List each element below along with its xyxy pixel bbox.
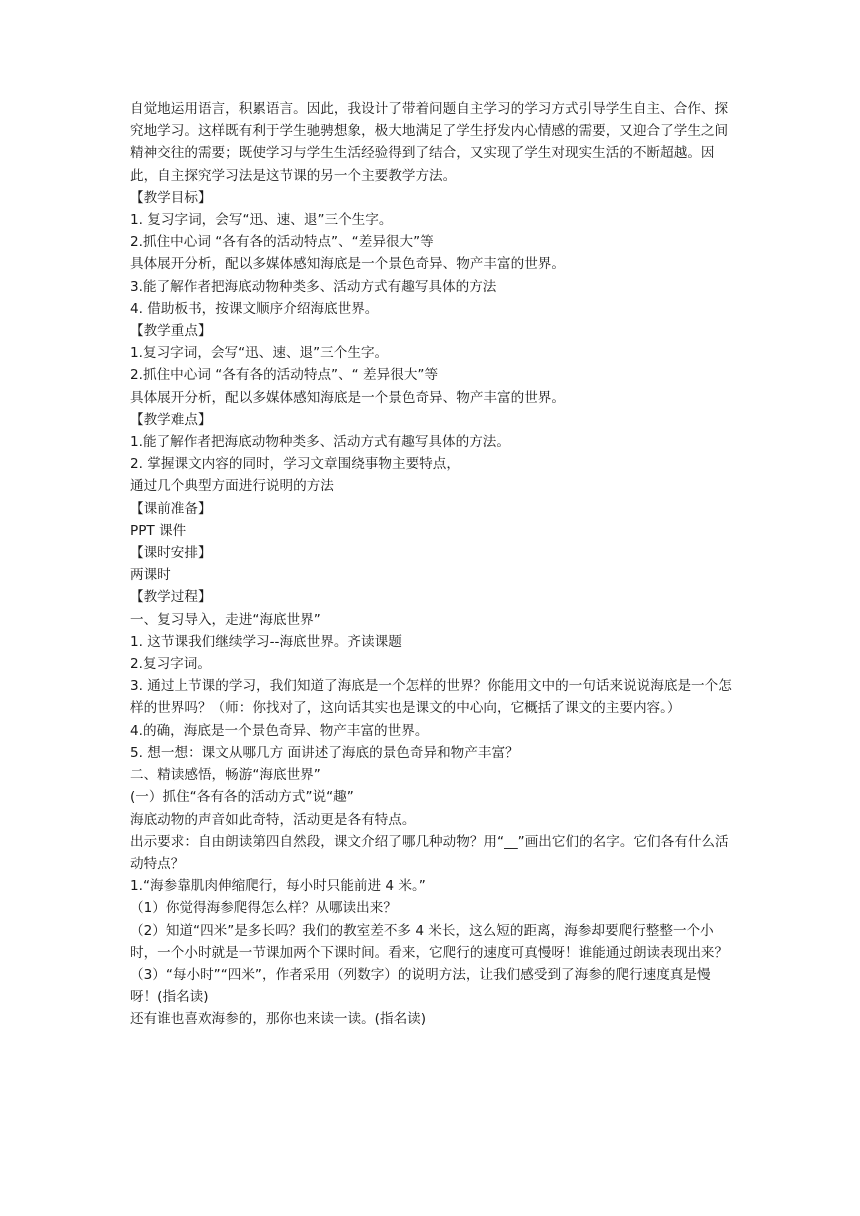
process-step-1: 1. 这节课我们继续学习--海底世界。齐读课题 (130, 633, 402, 650)
closing-line: 还有谁也喜欢海参的，那你也来读一读。(指名读) (130, 1011, 427, 1028)
objective-item-1: 1. 复习字词，会写“迅、速、退”三个生字。 (130, 212, 393, 229)
difficulty-2-cont: 通过几个典型方面进行说明的方法 (130, 478, 334, 495)
section-heading-schedule: 【课时安排】 (130, 545, 212, 562)
section-heading-objectives: 【教学目标】 (130, 189, 212, 206)
subsection-heading-1: (一）抓住“各有各的活动方式”说“趣” (130, 789, 354, 806)
section-heading-key-points: 【教学重点】 (130, 323, 212, 340)
key-point-2: 2.抓住中心词 “各有各的活动特点”、“ 差异很大”等 (130, 367, 439, 384)
schedule-text: 两课时 (130, 567, 171, 584)
objective-item-2-cont: 具体展开分析，配以多媒体感知海底是一个景色奇异、物产丰富的世界。 (130, 256, 565, 273)
intro-paragraph: 自觉地运用语言，积累语言。因此，我设计了带着问题自主学习的学习方式引导学生自主、合作、探究地学习。这样既有利于学生驰骋想象，极大地满足了学生抒发内心情感的需要，又迎合了学生之间精神交往的需要；既使学习与学生生活经验得到了结合，又实现了学生对现实生活的不断超越。因此，自主探究学习法是这节课的另一个主要教学方法。 (130, 101, 729, 184)
question-3: （3）“每小时”“四米”，作者采用（列数字）的说明方法，让我们感受到了海参的爬行速度真是慢呀！(指名读) (130, 966, 711, 1006)
key-point-1: 1.复习字词，会写“迅、速、退”三个生字。 (130, 345, 389, 362)
preparation-text: PPT 课件 (130, 522, 187, 539)
question-2: （2）知道“四米”是多长吗？我们的教室差不多 4 米长，这么短的距离，海参却要爬行整整一个小时，一个小时就是一节课加两个下课时间。看来，它爬行的速度可真慢呀！谁能通过朗读表现出来？ (130, 922, 729, 961)
difficulty-1: 1.能了解作者把海底动物种类多、活动方式有趣写具体的方法。 (130, 434, 510, 451)
process-step-2: 2.复习字词。 (130, 656, 211, 673)
key-point-2-cont: 具体展开分析，配以多媒体感知海底是一个景色奇异、物产丰富的世界。 (130, 389, 565, 406)
process-step-3: 3. 通过上节课的学习，我们知道了海底是一个怎样的世界？你能用文中的一句话来说说海底是一个怎样的世界吗？（师：你找对了，这向话其实也是课文的中心向，它概括了课文的主要内容。） (130, 678, 732, 717)
document-page (130, 98, 732, 1031)
section-heading-process: 【教学过程】 (130, 589, 212, 606)
objective-item-4: 4. 借助板书，按课文顺序介绍海底世界。 (130, 300, 379, 317)
process-step-5: 5. 想一想：课文从哪几方 面讲述了海底的景色奇异和物产丰富？ (130, 744, 519, 761)
quote-item-1: 1.“海参靠肌肉伸缩爬行，每小时只能前进 4 米。” (130, 878, 426, 895)
objective-item-2: 2.抓住中心词 “各有各的活动特点”、“差异很大”等 (130, 234, 434, 251)
difficulty-2: 2. 掌握课文内容的同时，学习文章围绕事物主要特点， (130, 456, 460, 473)
process-part-1-heading: 一、复习导入，走进“海底世界” (130, 611, 321, 628)
body-line: 海底动物的声音如此奇特，活动更是各有特点。 (130, 811, 416, 828)
process-step-4: 4.的确，海底是一个景色奇异、物产丰富的世界。 (130, 722, 429, 739)
objective-item-3: 3.能了解作者把海底动物种类多、活动方式有趣写具体的方法 (130, 278, 497, 295)
question-1: （1）你觉得海参爬得怎么样？从哪读出来？ (130, 900, 397, 917)
section-heading-difficulties: 【教学难点】 (130, 411, 212, 428)
process-part-2-heading: 二、精读感悟，畅游“海底世界” (130, 767, 321, 784)
task-requirement: 出示要求：自由朗读第四自然段，课文介绍了哪几种动物？用“__”画出它们的名字。它们各有什么活动特点？ (130, 833, 729, 872)
section-heading-preparation: 【课前准备】 (130, 500, 212, 517)
